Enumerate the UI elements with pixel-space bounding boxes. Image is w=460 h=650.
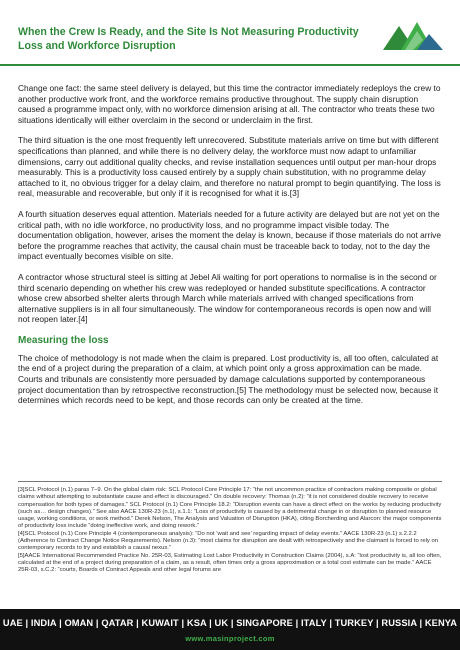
page-header <box>0 0 460 66</box>
article-body <box>18 83 442 416</box>
website-link[interactable]: www.masinproject.com <box>185 634 275 643</box>
footnote: [5]AACE International Recommended Practice No. 25R-03, Estimating Lost Labor Productivity in Construction Claims (2004), s.A: “lost productivity is, all too often, calculated at the end of a project during preparation of a claim, as a result, often times only a gross approximation or a total cost estimate can be made.” AACE 25R-03, s.C.2: “courts, Boards of Contract Appeals and other legal forums are <box>18 552 442 574</box>
footnote: [3]SCL Protocol (n.1) paras 7–9. On the global claim risk: SCL Protocol Core Principle 17: “the not uncommon practice of contractors making composite or global claims without attempting to substantiate cause and effect is discouraged.” On double recovery: Thomas (n.2): “it is not considered double recovery to receive compensation for both types of damages.” SCL Protocol (n.1) Core Principle 18.2: “Disruption events can have a direct effect on the works by reducing productivity (such as… design changes).” See also AACE 130R-23 (n.1), s.1.1: “Loss of productivity is caused by a detrimental change in or disruption to planned resource usage, working conditions, or work method.” Derek Nelson, The Analysis and Valuation of Disruption (HKA), citing Borcherding and Alarcon: the major components of productivity loss include “doing ineffective work, and doing rework.” <box>18 487 442 530</box>
header-divider <box>0 64 460 66</box>
body-paragraph: The choice of methodology is not made when the claim is prepared. Lost productivity is, all too often, calculated at the end of a project during the preparation of a claim, at which point only a gross approximation can be made. Courts and tribunals are consistently more persuaded by damage calculations supported by contemporaneous project documentation than by retrospective reconstruction.[5] The methodology must be selected now, because it determines which records need to be kept, and those records can only be created at the time. <box>18 352 439 406</box>
body-paragraph: The third situation is the one most frequently left unrecovered. Substitute materials arrive on time but with different specifications than planned, and while there is no delivery delay, the workforce must now adapt to unfamiliar dimensions, carry out additional quality checks, and revise installation sequences until output per man-hour drops measurably. This is a productivity loss caused entirely by a supply chain substitution, with no programme delay attached to it, no obvious trigger for a delay claim, and therefore no natural prompt to begin quantifying. The loss is real, measurable and recoverable, but only if it is recognised for what it is.[3] <box>18 135 441 199</box>
page-footer <box>0 609 460 650</box>
body-paragraph: A contractor whose structural steel is sitting at Jebel Ali waiting for port operations to normalise is in the second or third scenario depending on whether his crew was redeployed or handed substitute specifications. A contractor whose crew absorbed shelter alerts through March while materials arrived with changed specifications from alternative suppliers is in all four simultaneously. The window for contemporaneous records is open now and will not reopen later.[4] <box>18 271 437 325</box>
footnote-divider <box>18 481 442 482</box>
office-locations: UAE | INDIA | OMAN | QATAR | KUWAIT | KSA | UK | SINGAPORE | ITALY | TURKEY | RUSSIA | KENYA <box>2 618 458 628</box>
footnote: [4]SCL Protocol (n.1) Core Principle 4 (contemporaneous analysis): “Do not ‘wait and see’ regarding impact of delay events.” AACE 130R-23 (n.1) s.2.2.2 (Adherence to Contract Change Notice Requirements). Nelson (n.3): “most claims for disruption are dealt with retrospectively and the claimant is forced to rely on contemporary records to try and establish a causal nexus.” <box>18 530 439 552</box>
body-paragraph: Change one fact: the same steel delivery is delayed, but this time the contractor immediately redeploys the crew to another productive work front, and the workforce remains productive throughout. The supply chain disruption caused a programme impact only, with no workforce dimension arising at all. The contractor who treats these two situations identically will either overclaim in the second or underclaim in the first. <box>18 83 441 125</box>
mountain-logo-icon <box>383 22 443 50</box>
section-heading: Measuring the loss <box>18 334 109 346</box>
document-title: When the Crew Is Ready, and the Site Is Not Measuring Productivity Loss and Workforce Disruption <box>18 26 359 52</box>
body-paragraph: A fourth situation deserves equal attention. Materials needed for a future activity are delayed but are not yet on the critical path, with no idle workforce, no productivity loss, and no programme impact visible today. The documentation obligation, however, arises the moment the delay is known, because if those materials do not arrive before the programme reaches that activity, the causal chain must be traceable back to today, not to the day the impact eventually becomes visible on site. <box>18 208 441 262</box>
footnotes <box>18 487 442 575</box>
